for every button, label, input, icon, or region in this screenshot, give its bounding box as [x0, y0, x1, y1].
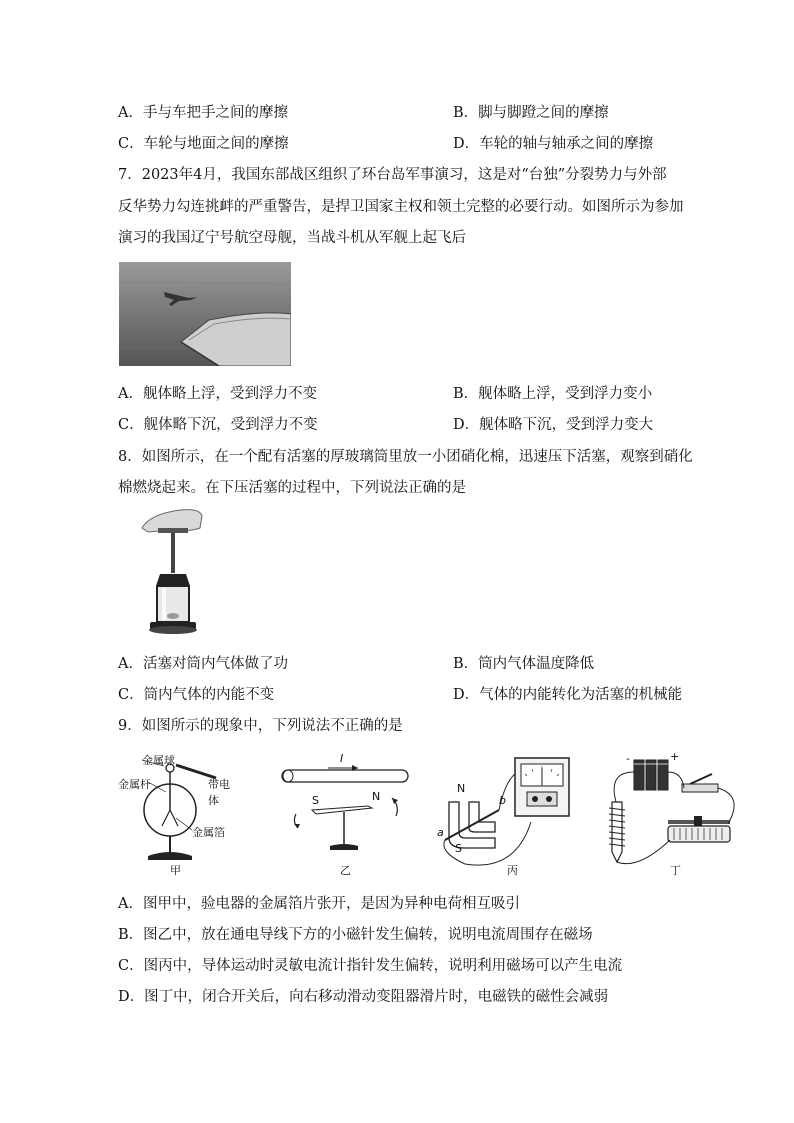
electroscope-drawing [118, 752, 238, 877]
q9-stem: 9．如图所示的现象中，下列说法不正确的是 [118, 718, 403, 734]
label-minus: - [626, 752, 630, 765]
aircraft-carrier-photo [119, 262, 291, 366]
electromagnet-drawing [598, 752, 748, 877]
induction-drawing [435, 752, 595, 877]
figure-bing-induction [435, 752, 595, 877]
label-current: I [340, 752, 344, 765]
piston-illustration [140, 508, 210, 640]
label-bing: 丙 [507, 864, 518, 877]
piston-cylinder-figure [140, 508, 210, 644]
q7-option-a: A．舰体略上浮，受到浮力不变 [118, 386, 317, 402]
q6-option-a: A．手与车把手之间的摩擦 [118, 105, 288, 121]
label-ding: 丁 [670, 864, 681, 877]
q7-option-c: C．舰体略下沉，受到浮力不变 [118, 417, 318, 433]
coil-icon [612, 802, 622, 862]
q8-stem-line2: 棉燃烧起来。在下压活塞的过程中，下列说法正确的是 [118, 480, 466, 496]
wire-compass-drawing [268, 752, 418, 877]
label-jia: 甲 [170, 864, 181, 877]
q8-option-a: A．活塞对筒内气体做了功 [118, 656, 288, 672]
q8-option-d: D．气体的内能转化为活塞的机械能 [453, 687, 683, 703]
figure-ding-electromagnet [598, 752, 748, 877]
q6-option-c: C．车轮与地面之间的摩擦 [118, 136, 289, 152]
switch-icon [682, 784, 718, 792]
q7-option-d: D．舰体略下沉，受到浮力变大 [453, 417, 654, 433]
q7-stem-line2: 反华势力勾连挑衅的严重警告，是捍卫国家主权和领土完整的必要行动。如图所示为参加 [118, 199, 684, 215]
q7-stem-line3: 演习的我国辽宁号航空母舰，当战斗机从军舰上起飞后 [118, 230, 466, 246]
label-yi: 乙 [340, 864, 351, 877]
label-metal-foil: 金属箔 [192, 826, 225, 839]
q9-option-d: D．图丁中，闭合开关后，向右移动滑动变阻器滑片时，电磁铁的磁性会减弱 [118, 989, 609, 1005]
label-s-magnet: S [455, 842, 462, 855]
label-s-pole: S [312, 794, 319, 807]
q8-option-b: B．筒内气体温度降低 [453, 656, 595, 672]
label-metal-rod: 金属杆 [118, 778, 151, 791]
battery-icon [634, 760, 668, 790]
q9-option-b: B．图乙中，放在通电导线下方的小磁针发生偏转，说明电流周围存在磁场 [118, 927, 593, 943]
q6-option-b: B．脚与脚蹬之间的摩擦 [453, 105, 609, 121]
q7-stem-line1: 7．2023年4月，我国东部战区组织了环台岛军事演习，这是对“台独”分裂势力与外部 [118, 167, 667, 183]
label-plus: + [670, 750, 680, 763]
label-metal-ball: 金属球 [142, 754, 175, 767]
q9-option-a: A．图甲中，验电器的金属箔片张开，是因为异种电荷相互吸引 [118, 896, 520, 912]
label-charged-body: 带电体 [208, 778, 230, 807]
figure-jia-electroscope [118, 752, 238, 877]
label-wire-b: b [499, 794, 506, 807]
carrier-illustration [119, 262, 291, 366]
q7-option-b: B．舰体略上浮，受到浮力变小 [453, 386, 653, 402]
label-wire-a: a [437, 826, 444, 839]
label-n-pole: N [372, 790, 381, 803]
label-n-magnet: N [457, 782, 466, 795]
q8-option-c: C．筒内气体的内能不变 [118, 687, 275, 703]
q6-option-d: D．车轮的轴与轴承之间的摩擦 [453, 136, 654, 152]
figure-yi-compass [268, 752, 418, 877]
q8-stem-line1: 8．如图所示，在一个配有活塞的厚玻璃筒里放一小团硝化棉，迅速压下活塞，观察到硝化 [118, 449, 693, 465]
q9-option-c: C．图丙中，导体运动时灵敏电流计指针发生偏转，说明利用磁场可以产生电流 [118, 958, 623, 974]
rheostat-icon [668, 826, 730, 842]
